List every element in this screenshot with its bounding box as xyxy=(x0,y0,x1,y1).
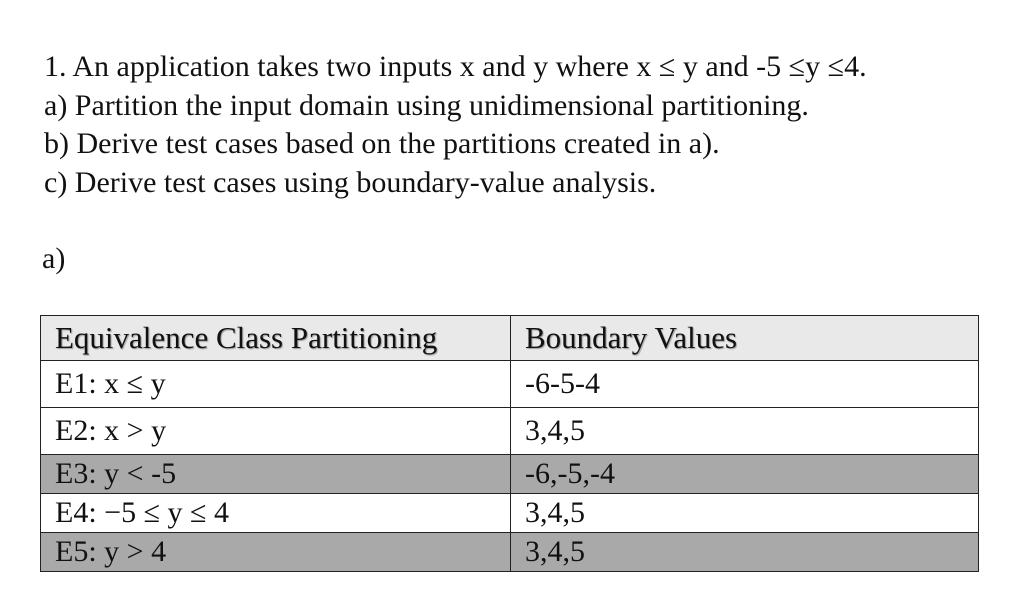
partition-cell: E2: x > y xyxy=(41,408,511,455)
boundary-cell: 3,4,5 xyxy=(511,533,979,572)
header-boundary-values: Boundary Values xyxy=(511,316,979,361)
table-header-row xyxy=(41,316,979,361)
boundary-cell: -6-5-4 xyxy=(511,361,979,408)
table-row xyxy=(41,533,979,572)
partition-cell: E4: −5 ≤ y ≤ 4 xyxy=(41,494,511,533)
table-row xyxy=(41,361,979,408)
boundary-cell: 3,4,5 xyxy=(511,494,979,533)
partition-cell: E3: y < -5 xyxy=(41,455,511,494)
boundary-cell: -6,-5,-4 xyxy=(511,455,979,494)
question-line-2: a) Partition the input domain using unidimensional partitioning. xyxy=(44,88,809,122)
boundary-cell: 3,4,5 xyxy=(511,408,979,455)
question-line-4: c) Derive test cases using boundary-value analysis. xyxy=(44,165,657,199)
table-row xyxy=(41,494,979,533)
table-row xyxy=(41,455,979,494)
table-row xyxy=(41,408,979,455)
answer-part-label: a) xyxy=(42,242,66,275)
question-line-1: 1. An application takes two inputs x and y where x ≤ y and -5 ≤y ≤4. xyxy=(44,50,867,83)
question-text xyxy=(44,48,867,202)
question-line-3: b) Derive test cases based on the partitions created in a). xyxy=(44,127,720,160)
partition-table xyxy=(40,315,979,572)
partition-cell: E1: x ≤ y xyxy=(41,361,511,408)
partition-cell: E5: y > 4 xyxy=(41,533,511,572)
header-equivalence-class: Equivalence Class Partitioning xyxy=(41,316,511,361)
